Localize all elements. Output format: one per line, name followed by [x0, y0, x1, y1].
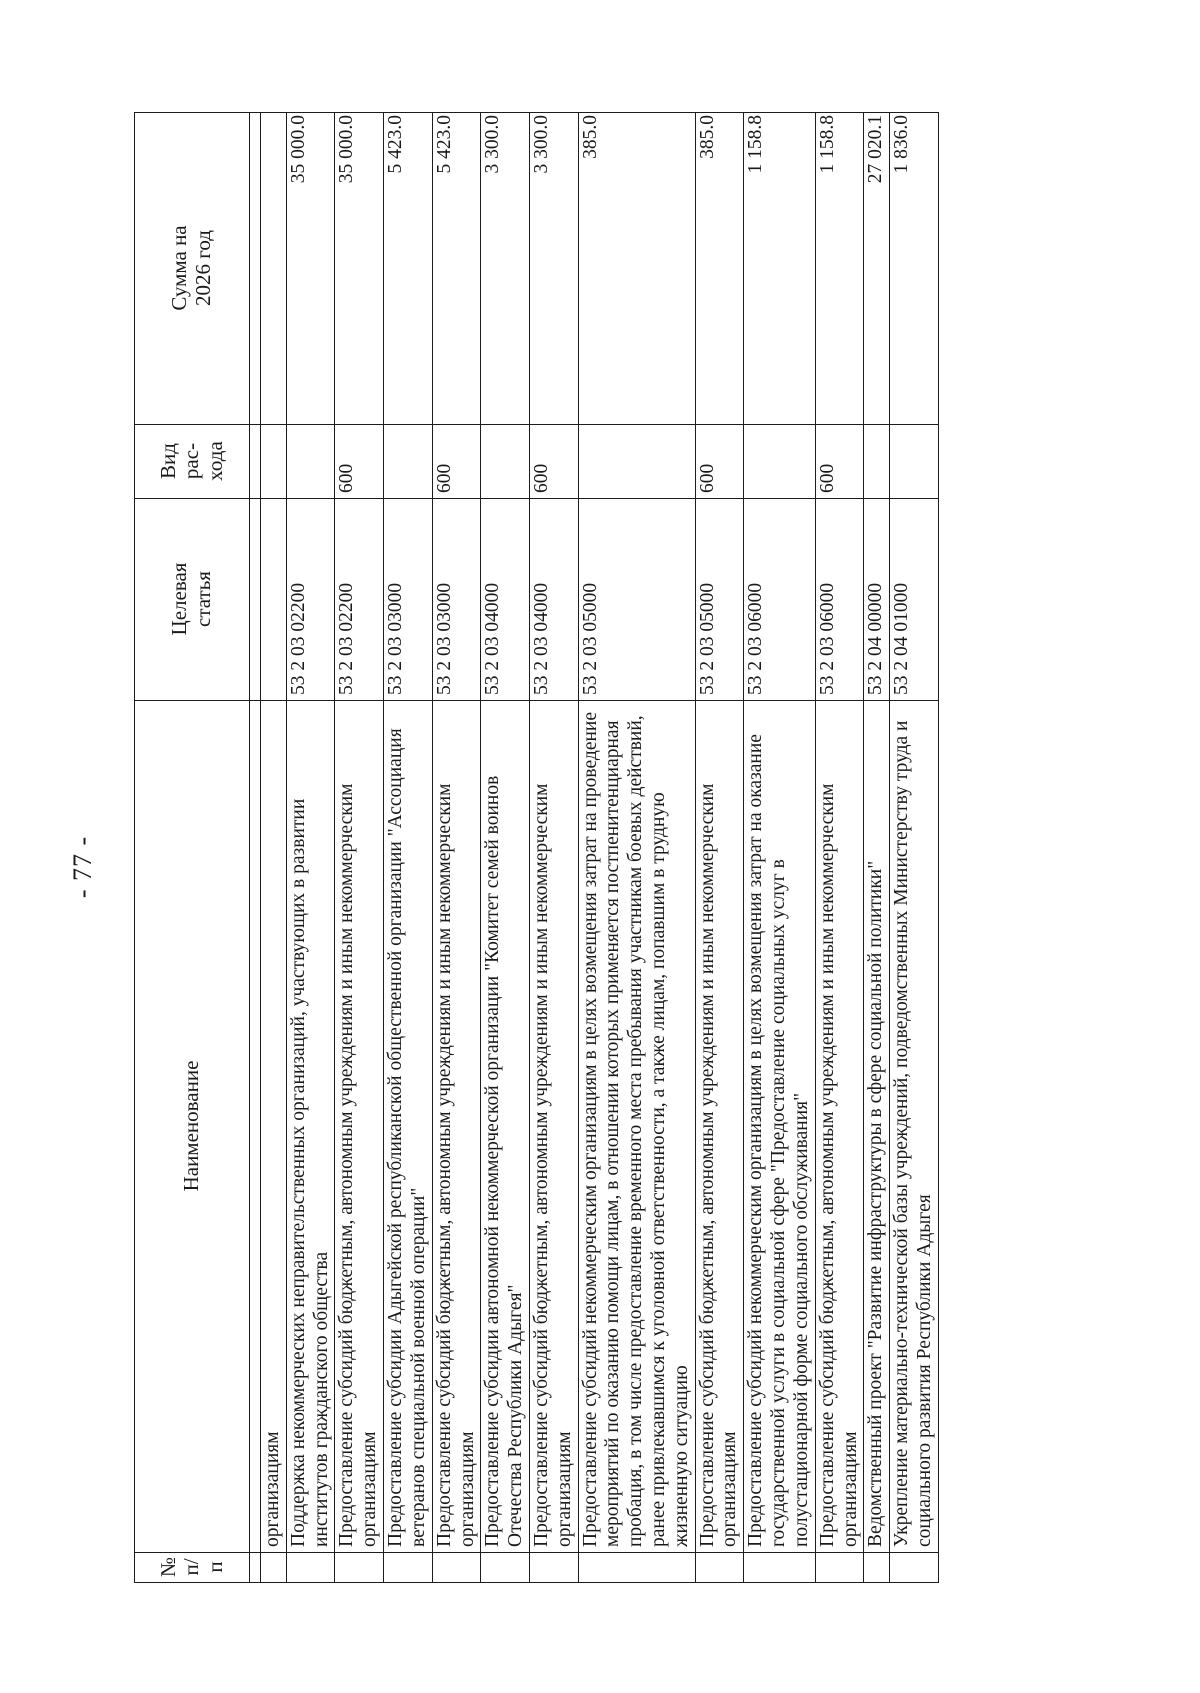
row-number-cell [481, 1553, 530, 1583]
row-code-cell: 53 2 03 05000 [578, 499, 695, 701]
row-type-cell: 600 [815, 425, 864, 499]
row-code-cell [261, 499, 287, 701]
row-sum-cell: 27 020.1 [864, 113, 890, 425]
row-sum-cell: 3 300.0 [481, 113, 530, 425]
table-row [578, 113, 695, 1583]
header-name: Наименование [135, 701, 250, 1553]
row-sum-cell [261, 113, 287, 425]
row-sum-cell: 385.0 [695, 113, 744, 425]
row-code-cell: 53 2 03 06000 [815, 499, 864, 701]
table-row [890, 113, 939, 1583]
row-type-cell: 600 [529, 425, 578, 499]
row-name-cell: организациям [261, 701, 287, 1553]
table-row [864, 113, 890, 1583]
table-row [432, 113, 481, 1583]
table-row [744, 113, 815, 1583]
row-type-cell: 600 [695, 425, 744, 499]
row-code-cell: 53 2 04 01000 [890, 499, 939, 701]
header-code: Целевая статья [135, 499, 250, 701]
table-row [261, 113, 287, 1583]
budget-table [134, 112, 939, 1583]
row-sum-cell: 5 423.0 [384, 113, 433, 425]
row-type-cell: 600 [335, 425, 384, 499]
row-type-cell [890, 425, 939, 499]
row-number-cell [286, 1553, 335, 1583]
row-sum-cell: 3 300.0 [529, 113, 578, 425]
row-number-cell [744, 1553, 815, 1583]
row-name-cell: Предоставление субсидий некоммерческим организациям в целях возмещения затрат на проведение мероприятий по оказанию помощи лицам, в отношении которых применяется постпенитенциарная пробация, в том числе предоставление временного места пребывания участникам боевых действий, ранее привлекавшимся к уголовной ответственности, а также лицам, попавшим в трудную жизненную ситуацию [578, 701, 695, 1553]
row-sum-cell: 1 158.8 [815, 113, 864, 425]
table-row [335, 113, 384, 1583]
blank-spacer-row [250, 113, 261, 1583]
header-sum: Сумма на 2026 год [135, 113, 250, 425]
row-sum-cell: 5 423.0 [432, 113, 481, 425]
row-sum-cell: 1 158.8 [744, 113, 815, 425]
row-type-cell [744, 425, 815, 499]
row-code-cell: 53 2 04 00000 [864, 499, 890, 701]
table-row [286, 113, 335, 1583]
header-num: № п/п [135, 1553, 250, 1583]
row-number-cell [578, 1553, 695, 1583]
header-type: Вид рас- хода [135, 425, 250, 499]
row-name-cell: Предоставление субсидий бюджетным, автономным учреждениям и иным некоммерческим организациям [335, 701, 384, 1553]
row-number-cell [261, 1553, 287, 1583]
row-number-cell [815, 1553, 864, 1583]
row-sum-cell: 35 000.0 [286, 113, 335, 425]
row-number-cell [890, 1553, 939, 1583]
row-type-cell [261, 425, 287, 499]
table-row [384, 113, 433, 1583]
row-type-cell [384, 425, 433, 499]
row-number-cell [432, 1553, 481, 1583]
row-code-cell: 53 2 03 06000 [744, 499, 815, 701]
row-number-cell [529, 1553, 578, 1583]
row-sum-cell: 385.0 [578, 113, 695, 425]
table-header-row [135, 113, 250, 1583]
row-number-cell [695, 1553, 744, 1583]
row-type-cell: 600 [432, 425, 481, 499]
row-name-cell: Предоставление субсидии Адыгейской республиканской общественной организации "Ассоциация ветеранов специальной военной операции" [384, 701, 433, 1553]
row-number-cell [384, 1553, 433, 1583]
row-code-cell: 53 2 03 03000 [384, 499, 433, 701]
row-code-cell: 53 2 03 05000 [695, 499, 744, 701]
table-row [815, 113, 864, 1583]
row-name-cell: Предоставление субсидий бюджетным, автономным учреждениям и иным некоммерческим организациям [432, 701, 481, 1553]
row-name-cell: Укрепление материально-технической базы учреждений, подведомственных Министерству труда и социального развития Республики Адыгея [890, 701, 939, 1553]
row-code-cell: 53 2 03 04000 [481, 499, 530, 701]
row-type-cell [864, 425, 890, 499]
table-row [529, 113, 578, 1583]
row-name-cell: Предоставление субсидий бюджетным, автономным учреждениям и иным некоммерческим организациям [529, 701, 578, 1553]
row-number-cell [335, 1553, 384, 1583]
row-name-cell: Предоставление субсидий бюджетным, автономным учреждениям и иным некоммерческим организациям [815, 701, 864, 1553]
row-code-cell: 53 2 03 04000 [529, 499, 578, 701]
row-name-cell: Поддержка некоммерческих неправительственных организаций, участвующих в развитии институтов гражданского общества [286, 701, 335, 1553]
table-row [481, 113, 530, 1583]
row-code-cell: 53 2 03 03000 [432, 499, 481, 701]
row-type-cell [286, 425, 335, 499]
rotated-page-content [134, 113, 1046, 1583]
row-type-cell [578, 425, 695, 499]
row-name-cell: Ведомственный проект "Развитие инфраструктуры в сфере социальной политики" [864, 701, 890, 1553]
row-number-cell [864, 1553, 890, 1583]
row-sum-cell: 1 836.0 [890, 113, 939, 425]
table-row [695, 113, 744, 1583]
row-name-cell: Предоставление субсидии автономной некоммерческой организации "Комитет семей воинов Отечества Республики Адыгея" [481, 701, 530, 1553]
row-code-cell: 53 2 03 02200 [286, 499, 335, 701]
row-code-cell: 53 2 03 02200 [335, 499, 384, 701]
row-name-cell: Предоставление субсидий некоммерческим организациям в целях возмещения затрат на оказание государственной услуги в социальной сфере "Предоставление социальных услуг в полустационарной форме социального обслуживания" [744, 701, 815, 1553]
row-sum-cell: 35 000.0 [335, 113, 384, 425]
row-type-cell [481, 425, 530, 499]
page-number: - 77 - [68, 835, 98, 899]
row-name-cell: Предоставление субсидий бюджетным, автономным учреждениям и иным некоммерческим организациям [695, 701, 744, 1553]
